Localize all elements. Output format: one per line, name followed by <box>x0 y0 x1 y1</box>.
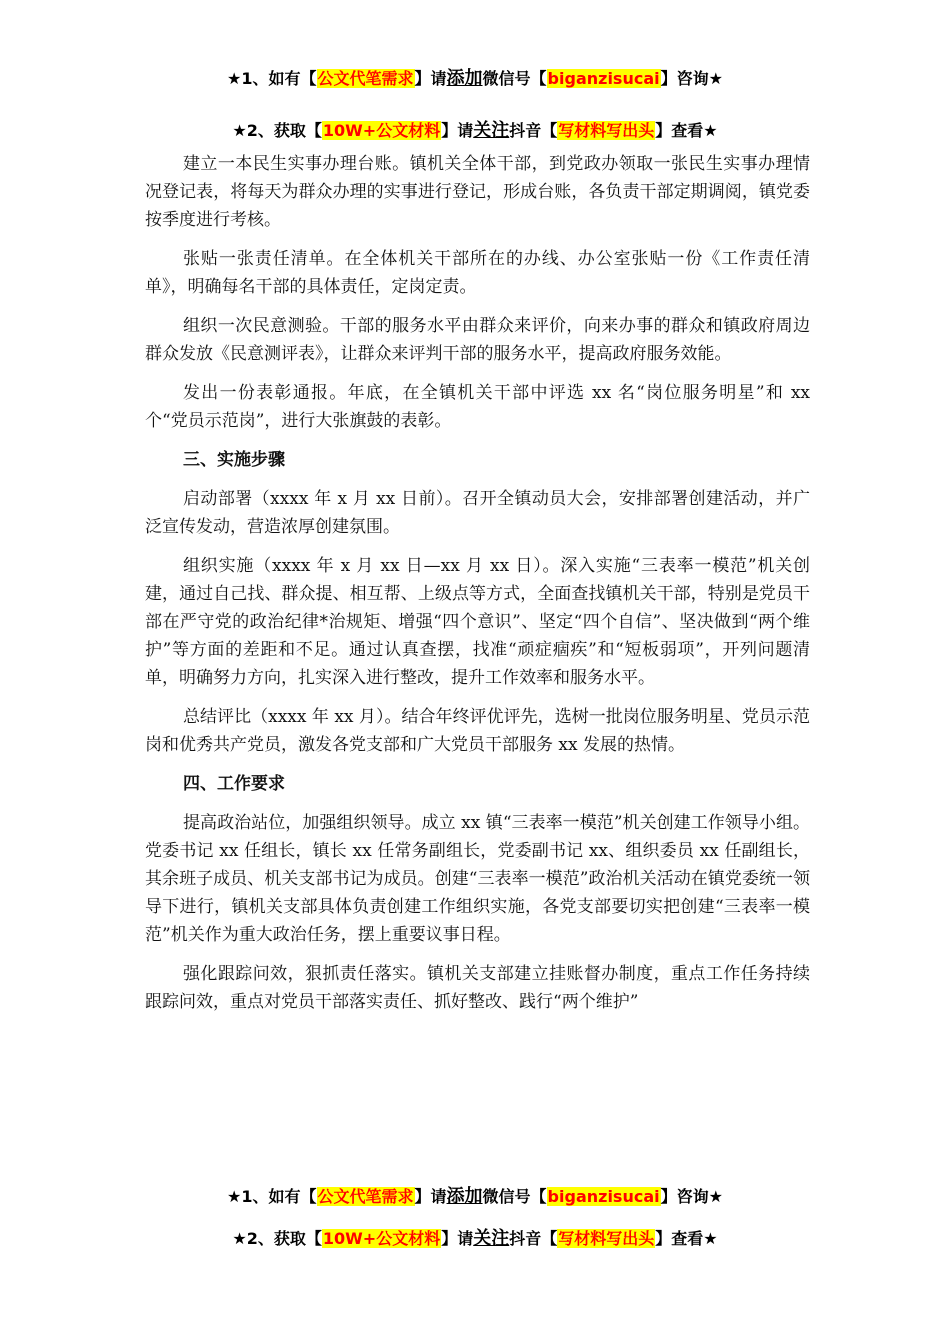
paragraph: 组织实施（xxxx 年 x 月 xx 日—xx 月 xx 日）。深入实施“三表率一模范”机关创建，通过自己找、群众提、相互帮、上级点等方式，全面查找镇机关干部，特别是党员干部在严守党的政治纪律*治规矩、增强“四个意识”、坚定“四个自信”、坚决做到“两个维护”等方面的差距和不足。通过认真查摆，找准“顽症痼疾”和“短板弱项”，开列问题清单，明确努力方向，扎实深入进行整改，提升工作效率和服务水平。 <box>145 556 810 688</box>
promo-highlight: 写材料写出头 <box>558 121 655 140</box>
promo-highlight: 公文代笔需求 <box>317 1187 414 1206</box>
promo-text: 微信号【 <box>482 1187 547 1206</box>
paragraph: 张贴一张责任清单。在全体机关干部所在的办线、办公室张贴一份《工作责任清单》，明确每名干部的具体责任，定岗定责。 <box>145 249 810 297</box>
promo-text: 】请 <box>441 1229 474 1248</box>
document-body <box>145 150 810 1027</box>
promo-highlight: biganzisucai <box>547 1187 660 1206</box>
paragraph: 启动部署（xxxx 年 x 月 xx 日前）。召开全镇动员大会，安排部署创建活动，并广泛宣传发动，营造浓厚创建氛围。 <box>145 489 810 537</box>
promo-line-2 <box>0 120 950 142</box>
promo-text: 】查看★ <box>655 1229 718 1248</box>
promo-text: 抖音【 <box>509 1229 558 1248</box>
promo-text: 】请 <box>414 69 447 88</box>
paragraph: 提高政治站位，加强组织领导。成立 xx 镇“三表率一模范”机关创建工作领导小组。党委书记 xx 任组长，镇长 xx 任常务副组长，党委副书记 xx、组织委员 xx 任副组长，其余班子成员、机关支部书记为成员。创建“三表率一模范”政治机关活动在镇党委统一领导下进行，镇机关支部具体负责创建工作组织实施，各党支部要切实把创建“三表率一模范”机关作为重大政治任务，摆上重要议事日程。 <box>145 813 810 945</box>
promo-text: ★1、如有【 <box>227 1187 317 1206</box>
promo-text: ★2、获取【 <box>232 1229 322 1248</box>
section-heading: 三、实施步骤 <box>183 450 285 470</box>
promo-emphasis: 关注 <box>473 120 510 141</box>
promo-text: 微信号【 <box>482 69 547 88</box>
promo-text: 】请 <box>441 121 474 140</box>
promo-text: 】请 <box>414 1187 447 1206</box>
promo-text: 抖音【 <box>509 121 558 140</box>
promo-highlight: 写材料写出头 <box>558 1229 655 1248</box>
promo-line-1 <box>0 68 950 90</box>
promo-highlight: 10W+公文材料 <box>322 121 441 140</box>
paragraph: 组织一次民意测验。干部的服务水平由群众来评价，向来办事的群众和镇政府周边群众发放《民意测评表》，让群众来评判干部的服务水平，提高政府服务效能。 <box>145 316 810 364</box>
promo-text: 】查看★ <box>655 121 718 140</box>
promo-text: ★2、获取【 <box>232 121 322 140</box>
section-heading: 四、工作要求 <box>183 774 285 794</box>
promo-line-2 <box>0 1228 950 1250</box>
promo-banner-top <box>0 68 950 142</box>
paragraph: 总结评比（xxxx 年 xx 月）。结合年终评优评先，选树一批岗位服务明星、党员示范岗和优秀共产党员，激发各党支部和广大党员干部服务 xx 发展的热情。 <box>145 707 810 755</box>
paragraph: 发出一份表彰通报。年底，在全镇机关干部中评选 xx 名“岗位服务明星”和 xx 个“党员示范岗”，进行大张旗鼓的表彰。 <box>145 383 810 431</box>
paragraph: 建立一本民生实事办理台账。镇机关全体干部，到党政办领取一张民生实事办理情况登记表，将每天为群众办理的实事进行登记，形成台账，各负责干部定期调阅，镇党委按季度进行考核。 <box>145 154 810 230</box>
promo-highlight: biganzisucai <box>547 69 660 88</box>
promo-highlight: 公文代笔需求 <box>317 69 414 88</box>
paragraph: 强化跟踪问效，狠抓责任落实。镇机关支部建立挂账督办制度，重点工作任务持续跟踪问效，重点对党员干部落实责任、抓好整改、践行“两个维护” <box>145 964 810 1012</box>
promo-emphasis: 添加 <box>446 68 483 89</box>
promo-emphasis: 添加 <box>446 1186 483 1207</box>
promo-text: 】咨询★ <box>660 69 723 88</box>
promo-line-1 <box>0 1186 950 1208</box>
promo-banner-bottom <box>0 1186 950 1250</box>
promo-text: ★1、如有【 <box>227 69 317 88</box>
promo-text: 】咨询★ <box>660 1187 723 1206</box>
promo-emphasis: 关注 <box>473 1228 510 1249</box>
promo-highlight: 10W+公文材料 <box>322 1229 441 1248</box>
